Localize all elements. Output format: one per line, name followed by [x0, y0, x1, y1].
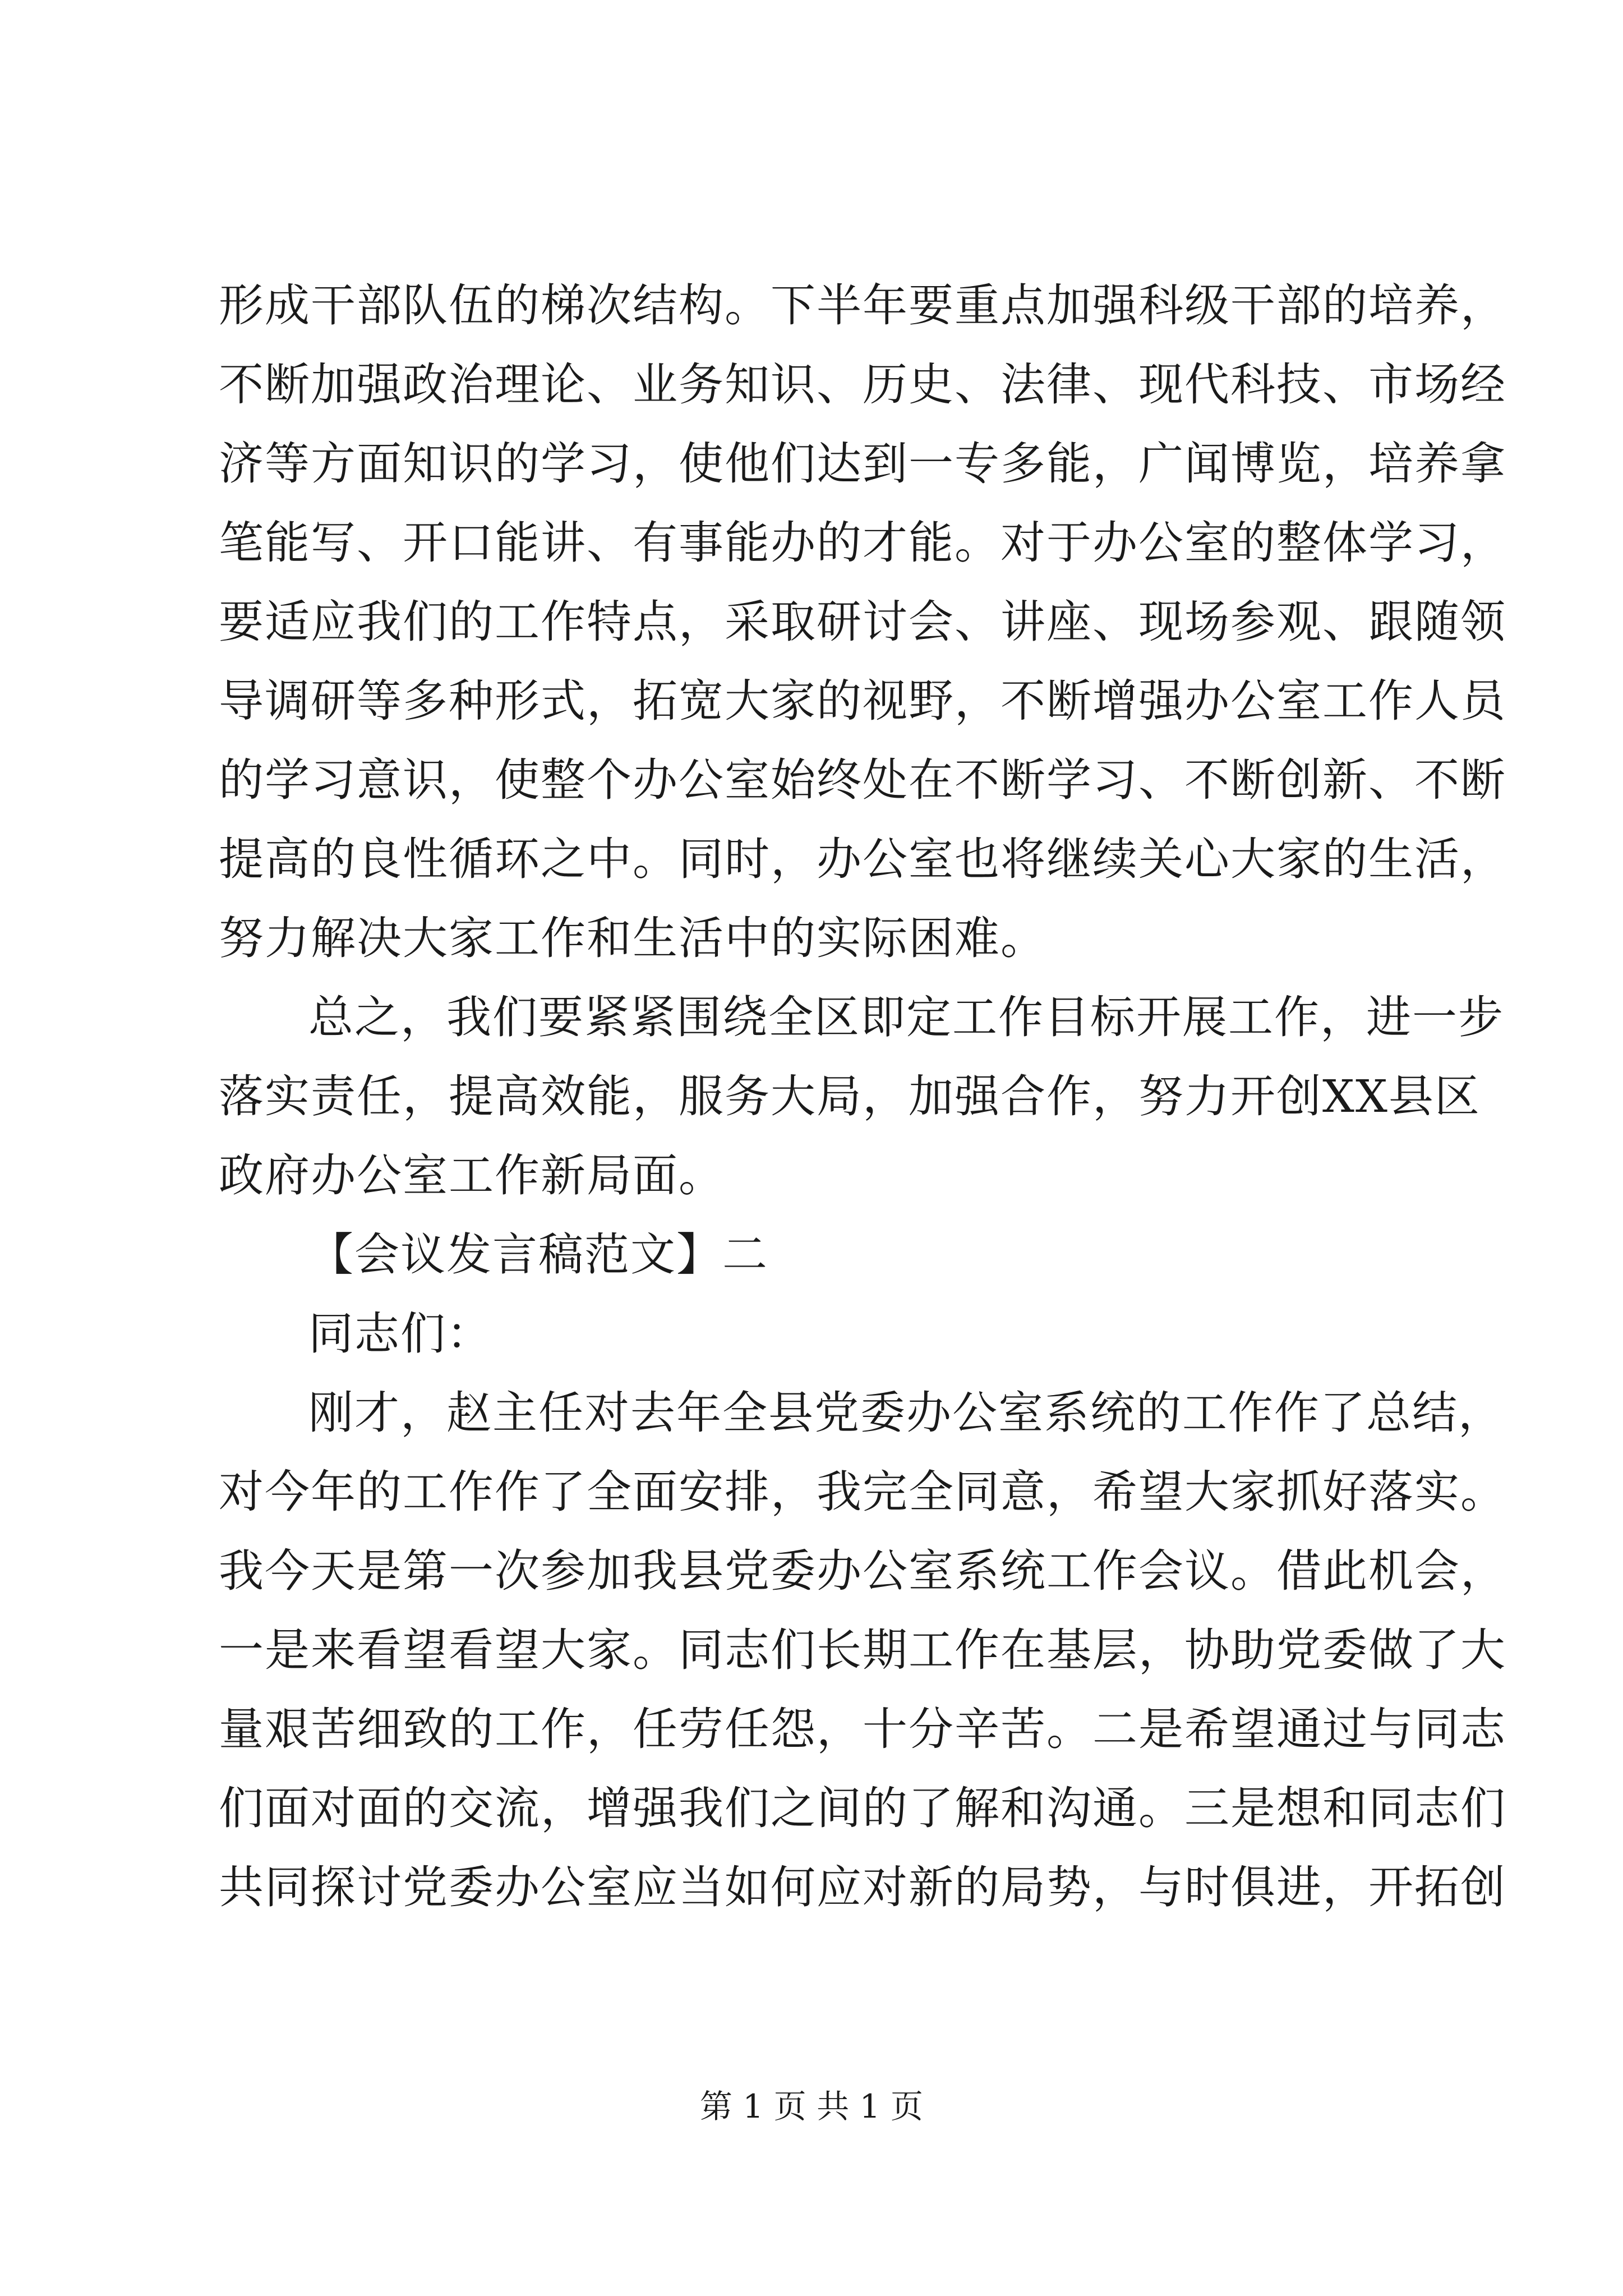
text-line: 笔能写、开口能讲、有事能办的才能。对于办公室的整体学习， — [219, 517, 1506, 569]
text-line: 形成干部队伍的梯次结构。下半年要重点加强科级干部的培养， — [219, 279, 1506, 332]
text-line: 的学习意识，使整个办公室始终处在不断学习、不断创新、不断 — [219, 754, 1506, 806]
text-line: 我今天是第一次参加我县党委办公室系统工作会议。借此机会， — [219, 1545, 1506, 1597]
paragraph-first-line: 总之，我们要紧紧围绕全区即定工作目标开展工作，进一步 — [308, 991, 1504, 1043]
text-line: 济等方面知识的学习，使他们达到一专多能，广闻博览，培养拿 — [219, 438, 1506, 490]
page-footer: 第 1 页 共 1 页 — [700, 2087, 923, 2125]
text-line: 量艰苦细致的工作，任劳任怨，十分辛苦。二是希望通过与同志 — [219, 1703, 1506, 1755]
text-line: 一是来看望看望大家。同志们长期工作在基层，协助党委做了大 — [219, 1624, 1506, 1676]
text-line: 努力解决大家工作和生活中的实际困难。 — [219, 912, 1046, 964]
text-line: 导调研等多种形式，拓宽大家的视野，不断增强办公室工作人员 — [219, 675, 1506, 727]
paragraph-first-line: 刚才，赵主任对去年全县党委办公室系统的工作作了总结， — [308, 1387, 1504, 1439]
text-line: 要适应我们的工作特点，采取研讨会、讲座、现场参观、跟随领 — [219, 596, 1506, 648]
text-line: 对今年的工作作了全面安排，我完全同意，希望大家抓好落实。 — [219, 1466, 1506, 1518]
salutation: 同志们： — [308, 1308, 492, 1360]
text-line: 不断加强政治理论、业务知识、历史、法律、现代科技、市场经 — [219, 358, 1506, 411]
text-line: 们面对面的交流，增强我们之间的了解和沟通。三是想和同志们 — [219, 1782, 1506, 1834]
text-line: 提高的良性循环之中。同时，办公室也将继续关心大家的生活， — [219, 833, 1506, 885]
text-line: 落实责任，提高效能，服务大局，加强合作，努力开创XX县区 — [219, 1070, 1481, 1122]
text-line: 政府办公室工作新局面。 — [219, 1149, 725, 1202]
text-line: 共同探讨党委办公室应当如何应对新的局势，与时俱进，开拓创 — [219, 1861, 1506, 1913]
section-heading: 【会议发言稿范文】二 — [308, 1228, 768, 1281]
